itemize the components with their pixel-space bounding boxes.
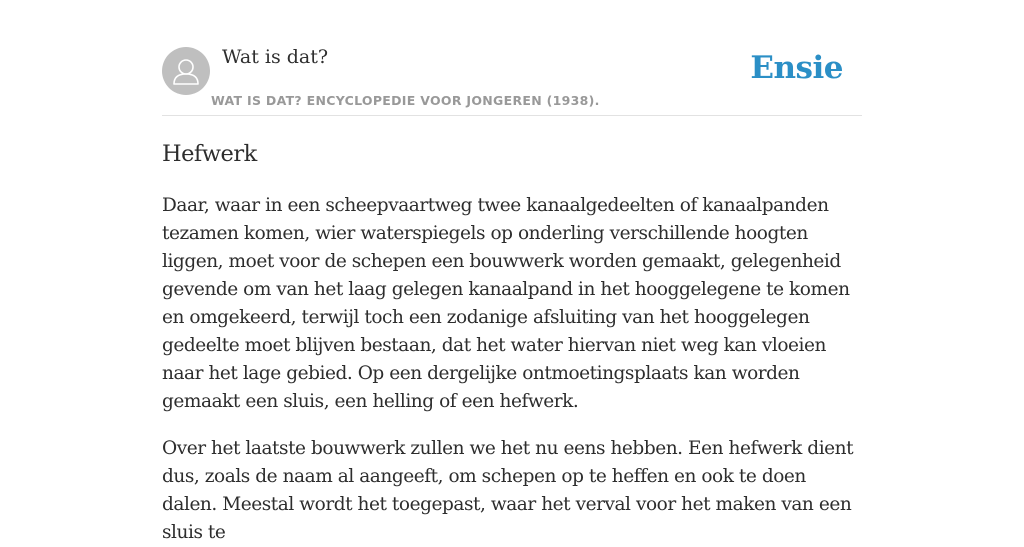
avatar[interactable]: [162, 47, 210, 95]
ensie-logo[interactable]: Ensie: [750, 50, 843, 86]
entry-paragraph: Daar, waar in een scheepvaartweg twee kanaalgedeelten of kanaalpanden tezamen komen, wier waterspiegels op onderling verschillende hoogten liggen, moet voor de schepen een bouwwerk worden gemaakt, gelegenheid gevende om van het laag gelegen kanaalpand in het hooggelegene te komen en omgekeerd, terwijl toch een zodanige afsluiting van het hooggelegen gedeelte moet blijven bestaan, dat het water hiervan niet weg kan vloeien naar het lage gebied. Op een dergelijke ontmoetingsplaats kan worden gemaakt een sluis, een helling of een hefwerk.: [162, 195, 850, 412]
source-subtitle[interactable]: WAT IS DAT? ENCYCLOPEDIE VOOR JONGEREN (1938).: [211, 93, 600, 108]
source-title[interactable]: Wat is dat?: [222, 46, 329, 68]
entry-content: [162, 138, 862, 547]
source-header: [162, 45, 862, 116]
user-silhouette-icon: [162, 47, 210, 95]
entry-title: Hefwerk: [162, 141, 257, 167]
entry-paragraph: Over het laatste bouwwerk zullen we het nu eens hebben. Een hefwerk dient dus, zoals de naam al aangeeft, om schepen op te heffen en ook te doen dalen. Meestal wordt het toegepast, waar het verval voor het maken van een sluis te: [162, 438, 854, 543]
